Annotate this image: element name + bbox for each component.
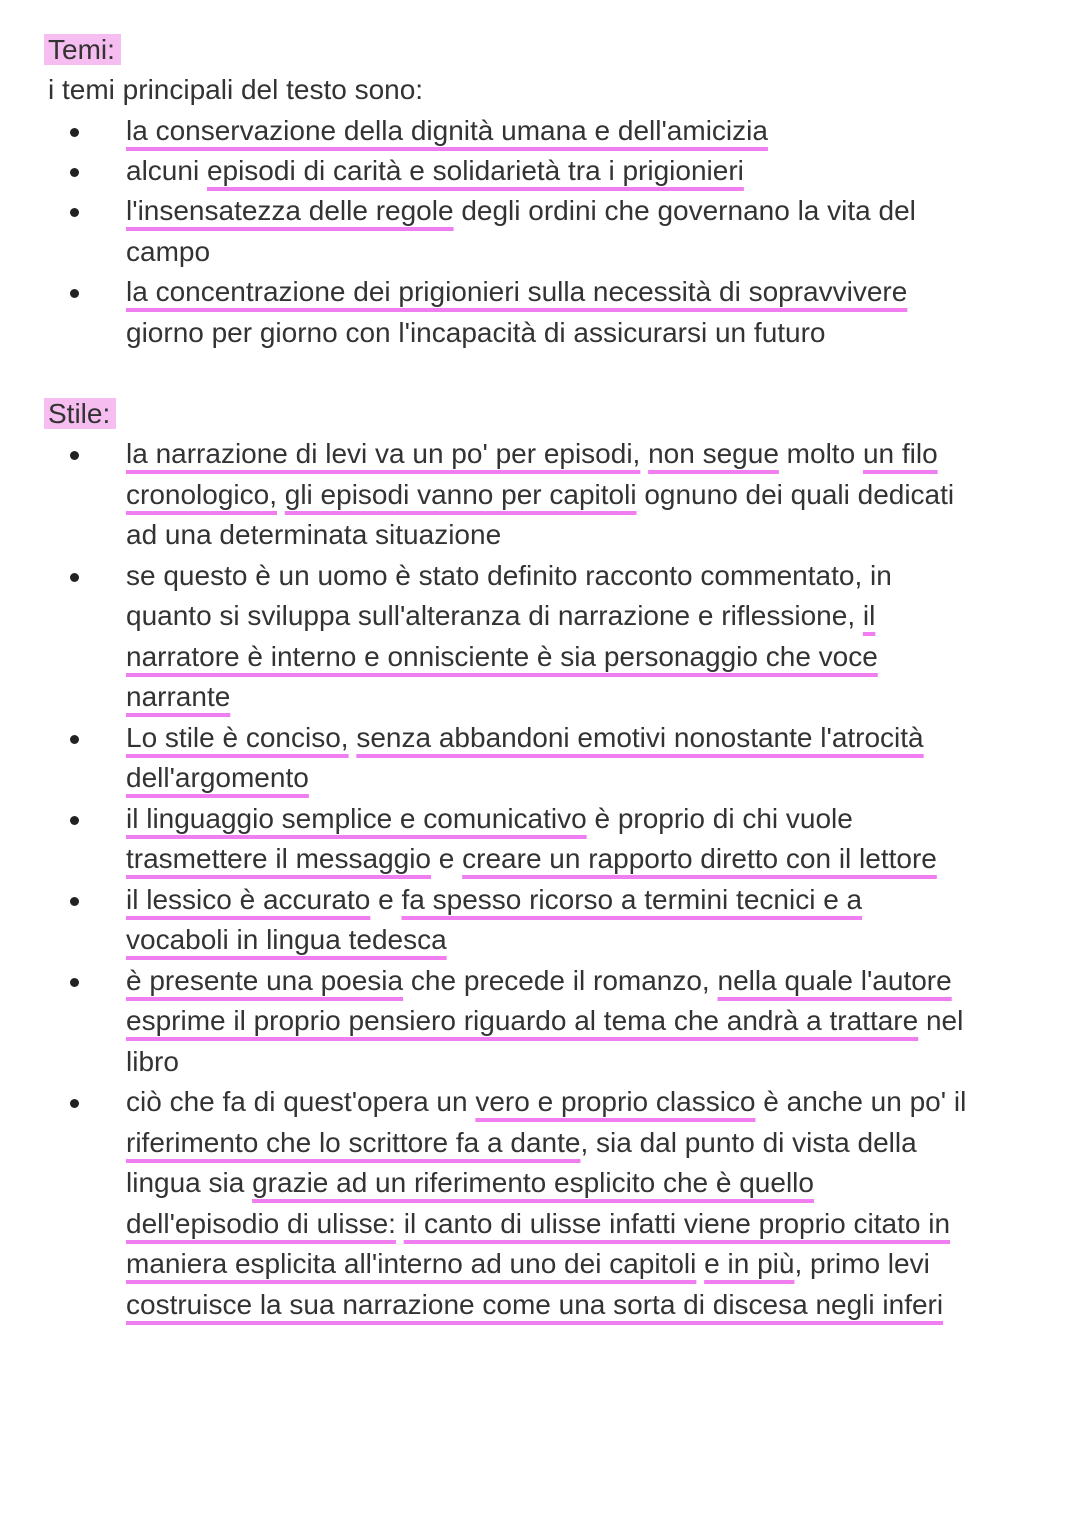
bullet-dot (70, 128, 79, 137)
stile-item-7: ciò che fa di quest'opera un vero e proprio classico è anche un po' il (126, 1086, 967, 1117)
stile-item-2-cont: quanto si sviluppa sull'alteranza di narrazione e riflessione, il (126, 600, 876, 631)
stile-item-3: Lo stile è conciso, senza abbandoni emotivi nonostante l'atrocità (126, 722, 924, 753)
stile-item-7-cont: lingua sia grazie ad un riferimento esplicito che è quello (126, 1167, 814, 1198)
stile-item-4-cont: trasmettere il messaggio e creare un rapporto diretto con il lettore (126, 843, 937, 874)
stile-heading: Stile: (48, 394, 116, 434)
stile-item-1: la narrazione di levi va un po' per episodi, non segue molto un filo (126, 438, 938, 469)
stile-item-7-cont: riferimento che lo scrittore fa a dante, sia dal punto di vista della (126, 1127, 917, 1158)
bullet-dot (70, 289, 79, 298)
stile-item-5-cont: vocaboli in lingua tedesca (126, 924, 447, 955)
stile-item-7-cont: dell'episodio di ulisse: il canto di ulisse infatti viene proprio citato in (126, 1208, 951, 1239)
stile-item-2: se questo è un uomo è stato definito racconto commentato, in (126, 560, 892, 591)
stile-item-2-cont: narrante (126, 681, 231, 712)
stile-item-4: il linguaggio semplice e comunicativo è proprio di chi vuole (126, 803, 853, 834)
stile-item-6-cont: libro (126, 1046, 179, 1077)
bullet-dot (70, 1099, 79, 1108)
stile-item-5: il lessico è accurato e fa spesso ricorso a termini tecnici e a (126, 884, 863, 915)
stile-item-3-cont: dell'argomento (126, 762, 309, 793)
temi-item-3-cont: campo (126, 236, 211, 267)
temi-item-2: alcuni episodi di carità e solidarietà tra i prigionieri (126, 155, 744, 186)
bullet-dot (70, 978, 79, 987)
temi-item-3: l'insensatezza delle regole degli ordini che governano la vita del (126, 195, 916, 226)
temi-item-4-cont: giorno per giorno con l'incapacità di assicurarsi un futuro (126, 317, 826, 348)
stile-item-1-cont: ad una determinata situazione (126, 519, 502, 550)
bullet-dot (70, 897, 79, 906)
stile-item-6: è presente una poesia che precede il romanzo, nella quale l'autore (126, 965, 952, 996)
bullet-dot (70, 735, 79, 744)
temi-item-1: la conservazione della dignità umana e dell'amicizia (126, 115, 768, 146)
stile-item-6-cont: esprime il proprio pensiero riguardo al tema che andrà a trattare nel (126, 1005, 964, 1036)
temi-heading: Temi: (48, 30, 121, 70)
bullet-dot (70, 451, 79, 460)
stile-item-7-cont: costruisce la sua narrazione come una sorta di discesa negli inferi (126, 1289, 944, 1320)
bullet-dot (70, 168, 79, 177)
stile-item-7-cont: maniera esplicita all'interno ad uno dei capitoli e in più, primo levi (126, 1248, 930, 1279)
stile-item-2-cont: narratore è interno e onnisciente è sia personaggio che voce (126, 641, 878, 672)
bullet-dot (70, 816, 79, 825)
temi-intro: i temi principali del testo sono: (48, 74, 424, 105)
temi-item-4: la concentrazione dei prigionieri sulla necessità di sopravvivere (126, 276, 908, 307)
bullet-dot (70, 573, 79, 582)
bullet-dot (70, 208, 79, 217)
stile-item-1-cont: cronologico, gli episodi vanno per capitoli ognuno dei quali dedicati (126, 479, 955, 510)
